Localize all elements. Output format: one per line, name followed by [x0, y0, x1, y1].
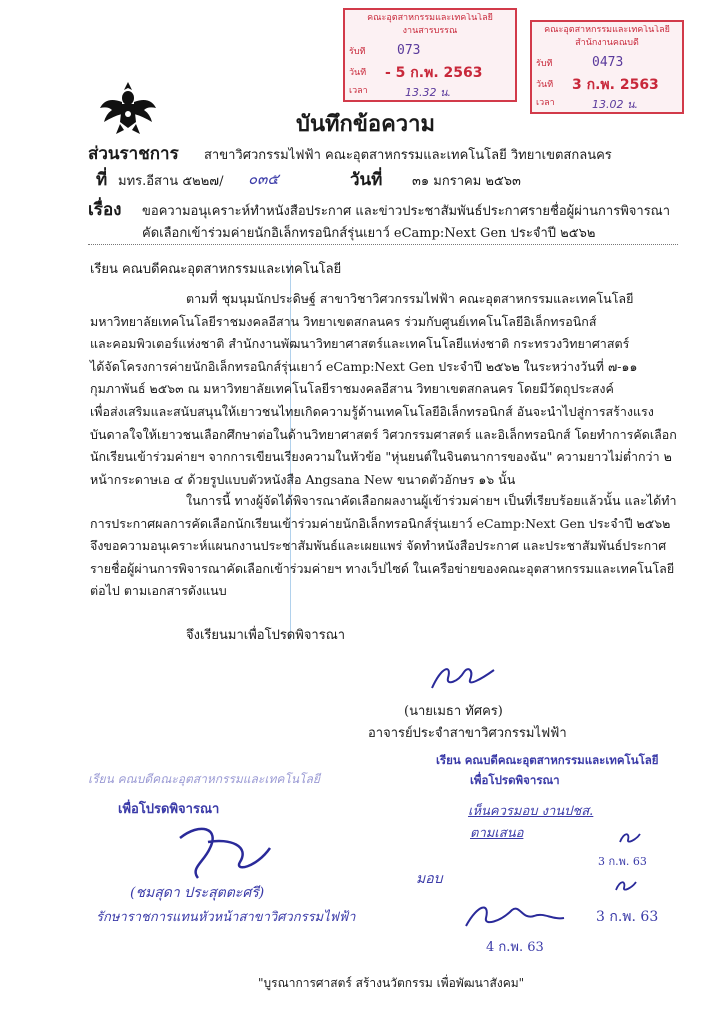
date-value: ๓๑ มกราคม ๒๕๖๓ [412, 174, 521, 189]
endorse-right-note2: ตามเสนอ [470, 826, 524, 841]
signer-name: (นายเมธา ทัศคร) [404, 704, 503, 719]
subject-line1: ขอความอนุเคราะห์ทำหนังสือประกาศ และข่าวประชาสัมพันธ์ประกาศรายชื่อผู้ผ่านการพิจารณา [142, 204, 671, 219]
stamp-right-line1: คณะอุตสาหกรรมและเทคโนโลยี [544, 25, 670, 35]
stamp-left-time-label: เวลา [349, 86, 368, 96]
stamp-left-date: - 5 ก.พ. 2563 [385, 65, 483, 81]
stamp-left-line1: คณะอุตสาหกรรมและเทคโนโลยี [367, 13, 493, 23]
ref-handwritten: ๐๓๕ [248, 170, 279, 188]
para1-line: มหาวิทยาลัยเทคโนโลยีราชมงคลอีสาน วิทยาเขตสกลนคร ร่วมกับศูนย์เทคโนโลยีอิเล็กทรอนิกส์ [90, 313, 597, 329]
ref-value: มทร.อีสาน ๕๒๒๗/ [118, 174, 224, 189]
endorse-left-signature [160, 818, 280, 892]
endorse-right-date1: 3 ก.พ. 63 [598, 855, 647, 868]
endorse-right-date3: 4 ก.พ. 63 [486, 940, 544, 955]
para1-line: บันดาลใจให้เยาวชนเลือกศึกษาต่อในด้านวิทยาศาสตร์ วิศวกรรมศาสตร์ และอิเล็กทรอนิกส์ โดยทำการคัดเลือก [90, 426, 677, 442]
memo-title: บันทึกข้อความ [296, 111, 436, 137]
endorse-right-initial-2 [614, 878, 638, 898]
endorse-left-name: (ชมสุดา ประสุตตะศรี) [130, 885, 265, 901]
signature-mark [428, 660, 498, 700]
para1-line: ตามที่ ชุมนุมนักประดิษฐ์ สาขาวิชาวิศวกรรมไฟฟ้า คณะอุตสาหกรรมและเทคโนโลยี [186, 291, 634, 306]
subject-label: เรื่อง [88, 200, 122, 220]
stamp-left-line2: งานสารบรรณ [402, 26, 458, 36]
para1-line: ได้จัดโครงการค่ายนักอิเล็กทรอนิกส์รุ่นเยาว์ eCamp:Next Gen ประจำปี ๒๕๖๒ ในระหว่างวันที่ ๗-๑๑ [90, 358, 638, 374]
para2-line: การประกาศผลการคัดเลือกนักเรียนเข้าร่วมค่ายนักอิเล็กทรอนิกส์รุ่นเยาว์ eCamp:Next Gen ประจำปี ๒๕๖๒ [90, 515, 671, 531]
para2-line: ในการนี้ ทางผู้จัดได้พิจารณาคัดเลือกผลงานผู้เข้าร่วมค่ายฯ เป็นที่เรียบร้อยแล้วนั้น และได้ทำ [186, 493, 677, 508]
para2-line: รายชื่อผู้ผ่านการพิจารณาคัดเลือกเข้าร่วมค่ายฯ ทางเว็ปไซด์ ในเครือข่ายของคณะอุตสาหกรรมและเทคโนโลยี [90, 560, 675, 576]
stamp-left-number: 073 [397, 43, 421, 58]
garuda-emblem-icon [98, 78, 158, 138]
receipt-stamp-right [530, 20, 684, 114]
stamp-right-date-label: วันที่ [536, 80, 554, 90]
closing-text: จึงเรียนมาเพื่อโปรดพิจารณา [186, 628, 346, 643]
endorse-right-purpose: เพื่อโปรดพิจารณา [470, 773, 560, 787]
date-label: วันที่ [350, 170, 383, 190]
para2-line: จึงขอความอนุเคราะห์แผนกงานประชาสัมพันธ์และเผยแพร่ จัดทำหนังสือประกาศ และประชาสัมพันธ์ประกาศ [90, 538, 667, 554]
recipient: เรียน คณบดีคณะอุตสาหกรรมและเทคโนโลยี [90, 262, 342, 277]
stamp-left-time: 13.32 น. [405, 86, 452, 99]
stamp-right-time-label: เวลา [536, 98, 555, 108]
para1-line: หน้ากระดาษเอ ๔ ด้วยรูปแบบตัวหนังสือ Angsana New ขนาดตัวอักษร ๑๖ นั้น [90, 471, 516, 487]
subject-line2: คัดเลือกเข้าร่วมค่ายนักอิเล็กทรอนิกส์รุ่นเยาว์ eCamp:Next Gen ประจำปี ๒๕๖๒ [142, 226, 596, 241]
signer-position: อาจารย์ประจำสาขาวิศวกรรมไฟฟ้า [368, 726, 567, 741]
endorse-right-to: เรียน คณบดีคณะอุตสาหกรรมและเทคโนโลยี [436, 753, 659, 767]
para1-line: กุมภาพันธ์ ๒๕๖๓ ณ มหาวิทยาลัยเทคโนโลยีราชมงคลอีสาน วิทยาเขตสกลนคร โดยมีวัตถุประสงค์ [90, 381, 614, 397]
stamp-right-line2: สำนักงานคณบดี [575, 38, 639, 48]
endorse-left-position: รักษาราชการแทนหัวหน้าสาขาวิศวกรรมไฟฟ้า [96, 910, 356, 925]
endorse-right-signature [460, 896, 570, 940]
endorse-right-note1: เห็นควรมอบ งานปชส. [468, 804, 594, 819]
endorse-right-initial-1 [618, 830, 642, 850]
stamp-left-date-label: วันที่ [349, 68, 367, 78]
agency-label: ส่วนราชการ [88, 144, 179, 164]
endorse-right-note3: มอบ [416, 871, 443, 887]
stamp-right-receive-label: รับที่ [536, 59, 553, 69]
para2-line: ต่อไป ตามเอกสารดังแนบ [90, 583, 227, 599]
body-paragraph-2 [90, 490, 680, 603]
footer-slogan: "บูรณาการศาสตร์ สร้างนวัตกรรม เพื่อพัฒนาสังคม" [258, 976, 525, 990]
agency-value: สาขาวิศวกรรมไฟฟ้า คณะอุตสาหกรรมและเทคโนโลยี วิทยาเขตสกลนคร [204, 148, 612, 163]
header-divider [88, 244, 678, 245]
stamp-right-time: 13.02 น. [592, 98, 639, 111]
para1-line: เพื่อส่งเสริมและสนับสนุนให้เยาวชนไทยเกิดความรู้ด้านเทคโนโลยีอิเล็กทรอนิกส์ อันจะนำไปสู่การสร้างแรง [90, 403, 654, 419]
receipt-stamp-left [343, 8, 517, 102]
body-paragraph-1 [90, 288, 680, 491]
para1-line: และคอมพิวเตอร์แห่งชาติ สำนักงานพัฒนาวิทยาศาสตร์และเทคโนโลยีแห่งชาติ กระทรวงวิทยาศาสตร์ [90, 336, 630, 352]
endorse-left-to: เรียน คณบดีคณะอุตสาหกรรมและเทคโนโลยี [88, 772, 320, 786]
endorse-right-date2: 3 ก.พ. 63 [596, 909, 659, 925]
stamp-left-receive-label: รับที่ [349, 47, 366, 57]
endorse-left-purpose: เพื่อโปรดพิจารณา [118, 802, 220, 817]
para1-line: นักเรียนเข้าร่วมค่ายฯ จากการเขียนเรียงความในหัวข้อ "หุ่นยนต์ในจินตนาการของฉัน" ความยาวไม่ต่ำกว่า ๒ [90, 449, 672, 465]
stamp-right-number: 0473 [592, 55, 624, 70]
ref-label: ที่ [96, 170, 108, 190]
stamp-right-date: 3 ก.พ. 2563 [572, 77, 659, 93]
